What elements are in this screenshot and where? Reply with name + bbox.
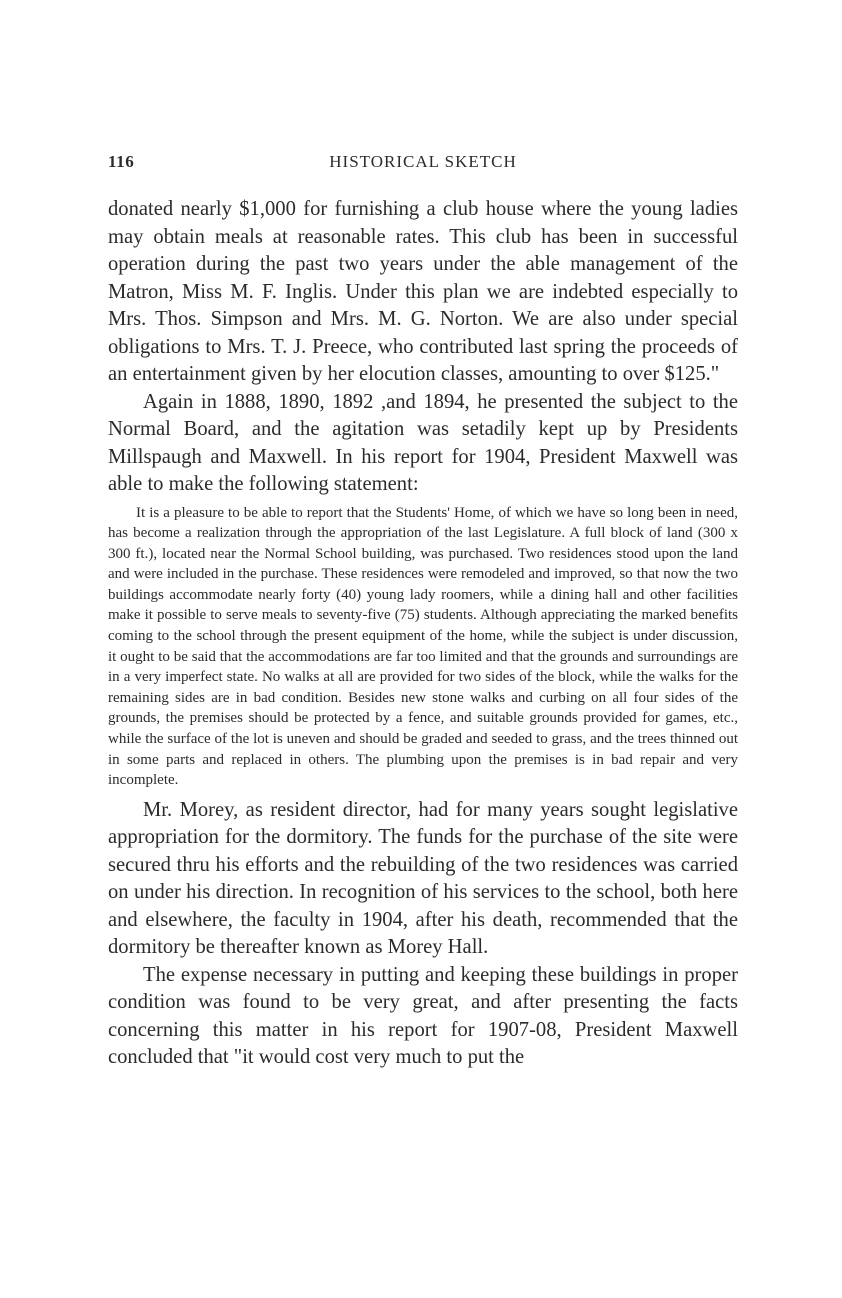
paragraph-club-house: donated nearly $1,000 for furnishing a club house where the young ladies may obtain meals at reasonable rates. This club has been in successful operation during the past two years under the able management of the Matron, Miss M. F. Inglis. Under this plan we are indebted especially to Mrs. Thos. Simpson and Mrs. M. G. Norton. We are also under special obligations to Mrs. T. J. Preece, who contributed last spring the proceeds of an entertainment given by her elocution classes, amounting to over $125." [108,198,738,385]
paragraph-expense: The expense necessary in putting and keeping these buildings in proper condition was found to be very great, and after presenting the facts concerning this matter in his report for 1907-08, President Maxwell concluded that "it would cost very much to put the [108,963,738,1069]
page-body [108,196,738,1072]
block-quote-students-home: It is a pleasure to be able to report that the Students' Home, of which we have so long been in need, has become a realization through the appropriation of the last Legislature. A full block of land (300 x 300 ft.), located near the Normal School building, was purchased. Two residences stood upon the land and were included in the purchase. These residences were remodeled and improved, so that now the two buildings accommodate nearly forty (40) young lady roomers, while a dining hall and other facilities make it possible to serve meals to seventy-five (75) students. Although appreciating the marked benefits coming to the school through the present equipment of the home, while the subject is under discussion, it ought to be said that the accommodations are far too limited and that the grounds and surroundings are in a very imperfect state. No walks at all are provided for two sides of the block, while the walks for the remaining sides are in bad condition. Besides new stone walks and curbing on all four sides of the grounds, the premises should be protected by a fence, and suitable grounds provided for games, etc., while the surface of the lot is uneven and should be graded and seeded to grass, and the trees thinned out in some parts and replaced in others. The plumbing upon the premises is in bad repair and very incomplete. [108,504,738,789]
paragraph-mr-morey: Mr. Morey, as resident director, had for many years sought legislative appropriation for the dormitory. The funds for the purchase of the site were secured thru his efforts and the rebuilding of the two residences was carried on under his direction. In recognition of his services to the school, both here and elsewhere, the faculty in 1904, after his death, recommended that the dormitory be thereafter known as Morey Hall. [108,798,738,959]
page-number: 116 [108,152,135,171]
paragraph-normal-board: Again in 1888, 1890, 1892 ,and 1894, he presented the subject to the Normal Board, and the agitation was setadily kept up by Presidents Millspaugh and Maxwell. In his report for 1904, President Maxwell was able to make the following statement: [108,390,738,495]
page-header [108,152,738,176]
running-head: HISTORICAL SKETCH [329,152,517,171]
